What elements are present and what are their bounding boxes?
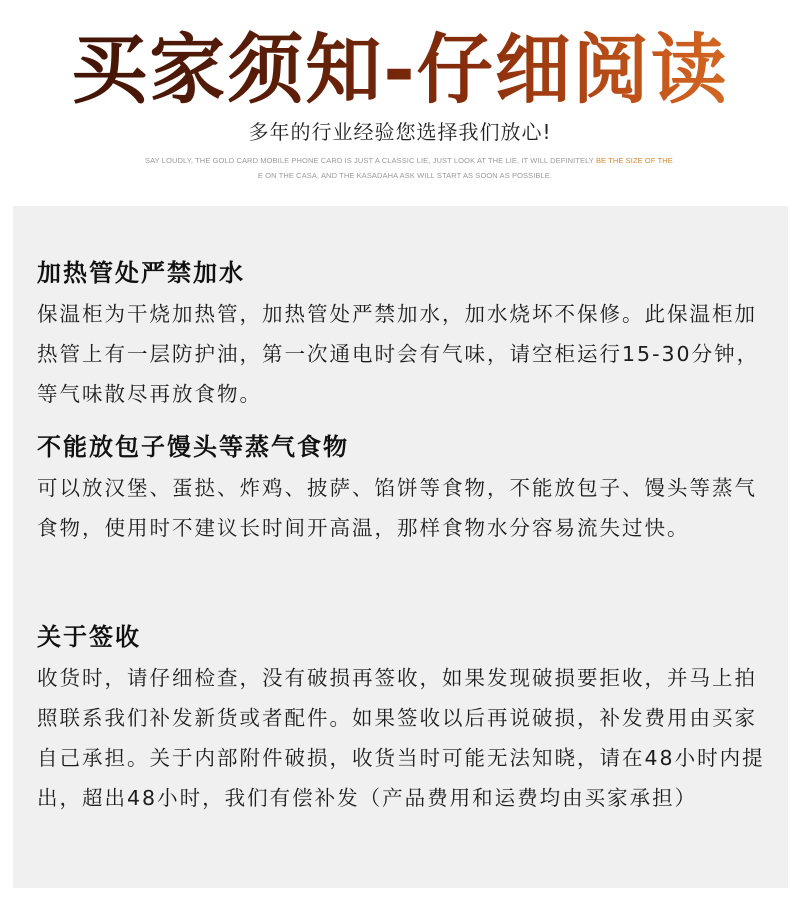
section-title: 加热管处严禁加水 bbox=[37, 259, 245, 287]
decorative-tagline-line-1 bbox=[145, 156, 673, 166]
tagline-highlight-text: BE THE SIZE OF THE bbox=[595, 156, 673, 165]
section-title: 关于签收 bbox=[37, 623, 141, 651]
section-body: 收货时，请仔细检查，没有破损再签收，如果发现破损要拒收，并马上拍照联系我们补发新货或者配件。如果签收以后再说破损，补发费用由买家自己承担。关于内部附件破损，收货当时可能无法知晓，请在48小时内提出，超出48小时，我们有偿补发（产品费用和运费均由买家承担） bbox=[37, 666, 765, 810]
tagline-main-text: SAY LOUDLY, THE GOLD CARD MOBILE PHONE CARD IS JUST A CLASSIC LIE, JUST LOOK AT THE LIE, IT WILL DEFINITELY bbox=[145, 156, 596, 165]
section-title: 不能放包子馒头等蒸气食物 bbox=[37, 433, 349, 461]
decorative-tagline-line-2: E ON THE CASA, AND THE KASADAHA ASK WILL START AS SOON AS POSSIBLE. bbox=[257, 171, 553, 180]
section-body: 保温柜为干烧加热管，加热管处严禁加水，加水烧坏不保修。此保温柜加热管上有一层防护油，第一次通电时会有气味，请空柜运行15-30分钟，等气味散尽再放食物。 bbox=[37, 302, 760, 406]
page-header bbox=[0, 0, 800, 200]
notice-section-food-types bbox=[37, 432, 772, 548]
page-subtitle: 多年的行业经验您选择我们放心! bbox=[248, 120, 552, 144]
notice-section-delivery-receipt bbox=[37, 622, 772, 818]
page-title: 买家须知-仔细阅读 bbox=[0, 24, 800, 116]
notice-panel bbox=[13, 206, 788, 888]
notice-section-heating-tube bbox=[37, 258, 772, 414]
section-body: 可以放汉堡、蛋挞、炸鸡、披萨、馅饼等食物，不能放包子、馒头等蒸气食物，使用时不建议长时间开高温，那样食物水分容易流失过快。 bbox=[37, 476, 757, 540]
